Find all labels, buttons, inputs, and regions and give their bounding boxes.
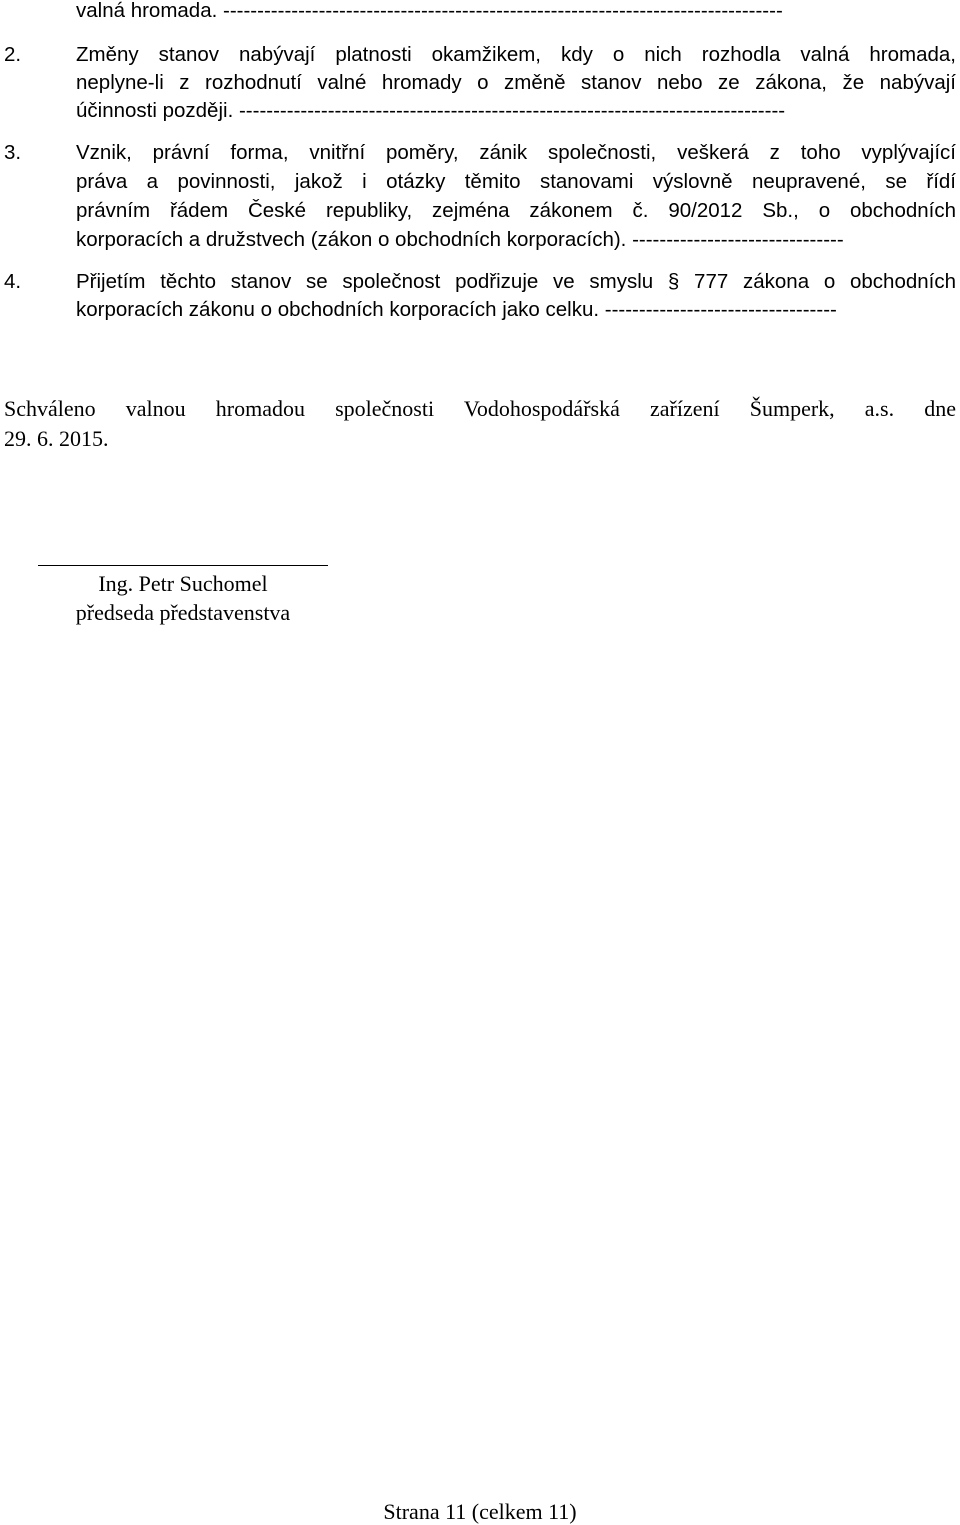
signatory-title: předseda představenstva xyxy=(75,600,291,625)
signatory-name: Ing. Petr Suchomel xyxy=(98,571,268,596)
clause-number: 3. xyxy=(4,141,22,164)
clause-line: Přijetím těchto stanov se společnost podřizuje ve smyslu § 777 zákona o obchodních xyxy=(76,270,956,293)
carryover-line: valná hromada. ---------------------------------------------------------------------------------- xyxy=(76,0,783,22)
clause-line: práva a povinnosti, jakož i otázky těmito stanovami výslovně neupravené, se řídí xyxy=(76,170,956,193)
clause-line: Změny stanov nabývají platnosti okamžikem, kdy o nich rozhodla valná hromada, xyxy=(76,43,956,66)
clause-line: právním řádem České republiky, zejména zákonem č. 90/2012 Sb., o obchodních xyxy=(76,199,956,222)
clause-line: korporacích a družstvech (zákon o obchodních korporacích). ------------------------------- xyxy=(76,228,844,251)
clause-line: korporacích zákonu o obchodních korporacích jako celku. ---------------------------------- xyxy=(76,298,837,321)
clause-line: Vznik, právní forma, vnitřní poměry, zánik společnosti, veškerá z toho vyplývající xyxy=(76,141,956,164)
clause-line: účinnosti později. -------------------------------------------------------------------------------- xyxy=(76,99,786,122)
signature-line xyxy=(38,565,328,566)
clause-line: neplyne-li z rozhodnutí valné hromady o změně stanov nebo ze zákona, že nabývají xyxy=(76,71,956,94)
approval-date: 29. 6. 2015. xyxy=(4,426,109,451)
clause-number: 4. xyxy=(4,270,22,293)
clause-number: 2. xyxy=(4,43,22,66)
approval-line: Schváleno valnou hromadou společnosti Vodohospodářská zařízení Šumperk, a.s. dne xyxy=(4,396,956,421)
page-footer: Strana 11 (celkem 11) xyxy=(383,1499,577,1524)
